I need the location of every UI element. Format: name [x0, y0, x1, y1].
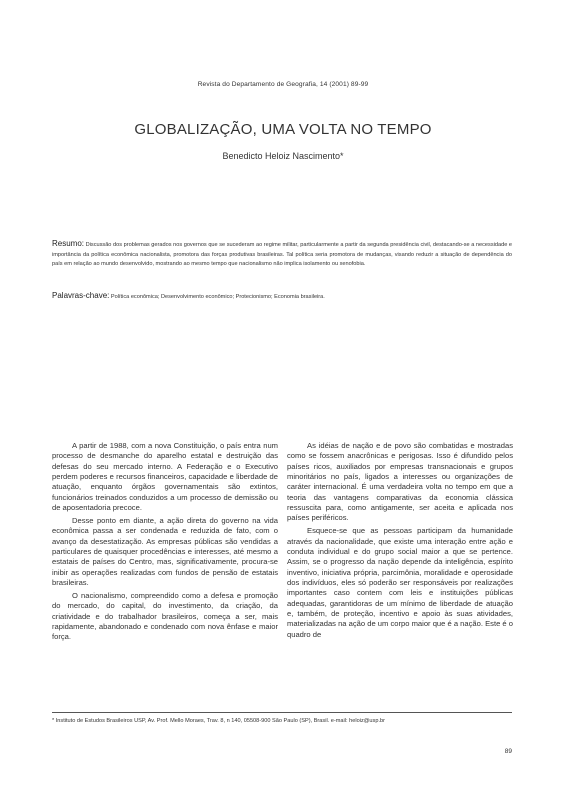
abstract	[52, 239, 512, 270]
footnote: * Instituto de Estudos Brasileiros USP, Av. Prof. Mello Moraes, Trav. 8, n 140, 05508-900 São Paulo (SP), Brasil. e-mail: heloiz@usp.br	[52, 718, 385, 724]
paragraph: As idéias de nação e de povo são combatidas e mostradas como se fossem anacrônicas e perigosas. Isso é difundido pelos países ricos, auxiliados por empresas transnacionais e grupos minoritários no país, ligados a interesses ou organizações de caráter internacional. É uma verdadeira volta no tempo em que a teoria das vantagens comparativas da economia clássica ressuscita para, como antigamente, ser aceita e aplicada nos países periféricos.	[287, 441, 513, 523]
keywords-label: Palavras-chave:	[52, 291, 110, 300]
abstract-text: Discussão dos problemas gerados nos governos que se sucederam ao regime militar, particularmente a partir da segunda presidência civil, destacando-se a necessidade e importância da política econômica nacionalista, promotora das forças produtivas brasileiras. Tal política seria promotora de mudanças, visando reduzir a situação de dependência do país em relação ao mundo desenvolvido, mostrando ao mesmo tempo que nacionalismo não implica isolamento ou xenofobia.	[52, 242, 512, 267]
body-column-right	[287, 441, 513, 643]
keywords	[52, 291, 512, 300]
abstract-label: Resumo:	[52, 239, 85, 248]
footnote-divider	[52, 712, 512, 713]
keywords-text: Política econômica; Desenvolvimento econômico; Protecionismo; Economia brasileira.	[110, 294, 325, 300]
article-title: GLOBALIZAÇÃO, UMA VOLTA NO TEMPO	[134, 121, 432, 138]
body-column-left	[52, 441, 278, 645]
paragraph: Desse ponto em diante, a ação direta do governo na vida econômica passa a ser condenada e reduzida de fato, com o avanço da desestatização. As empresas públicas são vendidas a particulares de quaisquer procedências e interesses, até mesmo a estatais de países do Centro, mas, significativamente, procura-se inibir as operações realizadas com fundos de pensão de estatais brasileiras.	[52, 515, 278, 587]
page-number: 89	[504, 748, 512, 755]
paragraph: Esquece-se que as pessoas participam da humanidade através da nacionalidade, que existe uma interação entre ação e conduta individual e do grupo social maior a que se pertence. Assim, se o progresso da nação depende da inteligência, espírito inventivo, iniciativa própria, parcimônia, moralidade e operosidade dos indivíduos, eles só poderão ser responsáveis por realizações importantes caso contem com leis e instituições públicas adequadas, garantidoras de um mínimo de liberdade de atuação e, também, de proteção, incentivo e apoio às suas atividades, materializadas na ação de um corpo maior que é a nação. Este é o quadro de	[287, 526, 513, 639]
author-name: Benedicto Heloiz Nascimento*	[222, 151, 344, 161]
journal-citation: Revista do Departamento de Geografia, 14 (2001) 89-99	[197, 81, 369, 88]
paragraph: A partir de 1988, com a nova Constituição, o país entra num processo de desmanche do aparelho estatal e destruição das defesas do seu mercado interno. A Federação e o Executivo perdem poderes e recursos financeiros, capacidade e liberdade de atuação, enquanto órgãos governamentais são extintos, funcionários treinados conduzidos a um processo de demissão ou de aposentadoria precoce.	[52, 441, 278, 513]
paragraph: O nacionalismo, compreendido como a defesa e promoção do mercado, do capital, do investimento, da criação, da criatividade e do trabalhador brasileiros, começa a ser, mais rapidamente, abandonado e condenado com nova ênfase e maior força.	[52, 590, 278, 642]
